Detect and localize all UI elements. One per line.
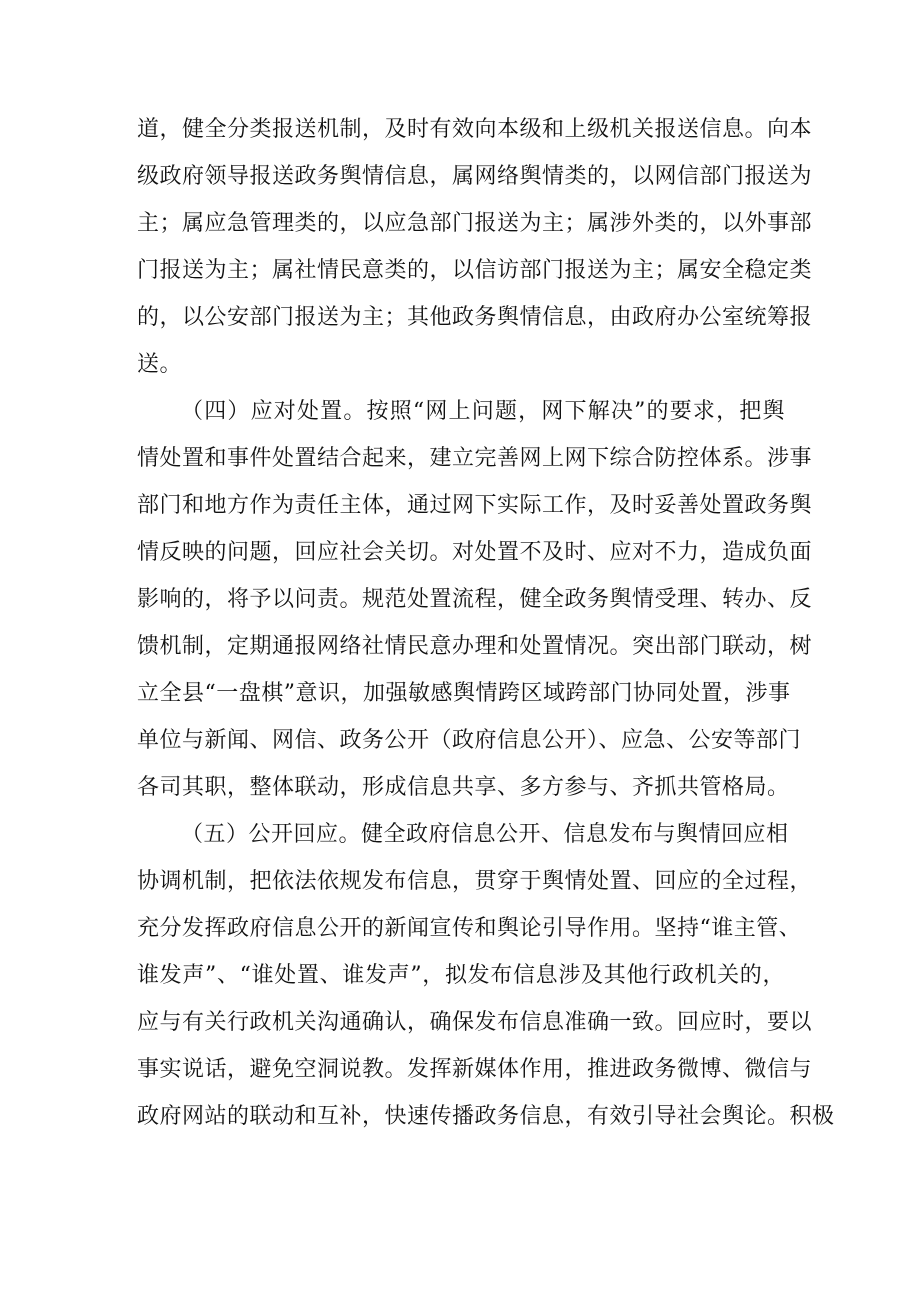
text-line: 充分发挥政府信息公开的新闻宣传和舆论引导作用。坚持“谁主管、 [137,916,802,941]
text-line: 门报送为主；属社情民意类的，以信访部门报送为主；属安全稳定类 [137,258,813,283]
section-heading-line: （五）公开回应。健全政府信息公开、信息发布与舆情回应相 [181,822,789,847]
text-line: 单位与新闻、网信、政务公开（政府信息公开）、应急、公安等部门 [137,728,802,753]
text-line: 影响的，将予以问责。规范处置流程，健全政务舆情受理、转办、反 [137,587,813,612]
paragraph-public-response [137,811,835,1140]
text-line: 的，以公安部门报送为主；其他政务舆情信息，由政府办公室统筹报 [137,305,813,330]
text-line: 各司其职，整体联动，形成信息共享、多方参与、齐抓共管格局。 [137,775,790,800]
text-line: 情处置和事件处置结合起来，建立完善网上网下综合防控体系。涉事 [137,446,813,471]
text-line: 馈机制，定期通报网络社情民意办理和处置情况。突出部门联动，树 [137,634,813,659]
section-heading-line: （四）应对处置。按照“网上问题，网下解决”的要求，把舆 [181,399,785,424]
text-line: 事实说话，避免空洞说教。发挥新媒体作用，推进政务微博、微信与 [137,1057,813,1082]
text-line: 道，健全分类报送机制，及时有效向本级和上级机关报送信息。向本 [137,117,813,142]
paragraph-response-handling [137,388,813,811]
paragraph-reporting [137,106,813,388]
text-line: 情反映的问题，回应社会关切。对处置不及时、应对不力，造成负面 [137,540,813,565]
text-line: 应与有关行政机关沟通确认，确保发布信息准确一致。回应时，要以 [137,1010,813,1035]
text-line: 立全县“一盘棋”意识，加强敏感舆情跨区域跨部门协同处置，涉事 [137,681,791,706]
text-line: 协调机制，把依法依规发布信息，贯穿于舆情处置、回应的全过程， [137,869,813,894]
text-line: 谁发声”、“谁处置、谁发声”，拟发布信息涉及其他行政机关的， [137,963,785,988]
text-line: 主；属应急管理类的，以应急部门报送为主；属涉外类的，以外事部 [137,211,813,236]
text-line: 部门和地方作为责任主体，通过网下实际工作，及时妥善处置政务舆 [137,493,813,518]
text-line: 级政府领导报送政务舆情信息，属网络舆情类的，以网信部门报送为 [137,164,813,189]
text-line: 送。 [137,352,183,377]
text-line: 政府网站的联动和互补，快速传播政务信息，有效引导社会舆论。积极 [137,1104,835,1129]
document-body [137,106,835,1140]
